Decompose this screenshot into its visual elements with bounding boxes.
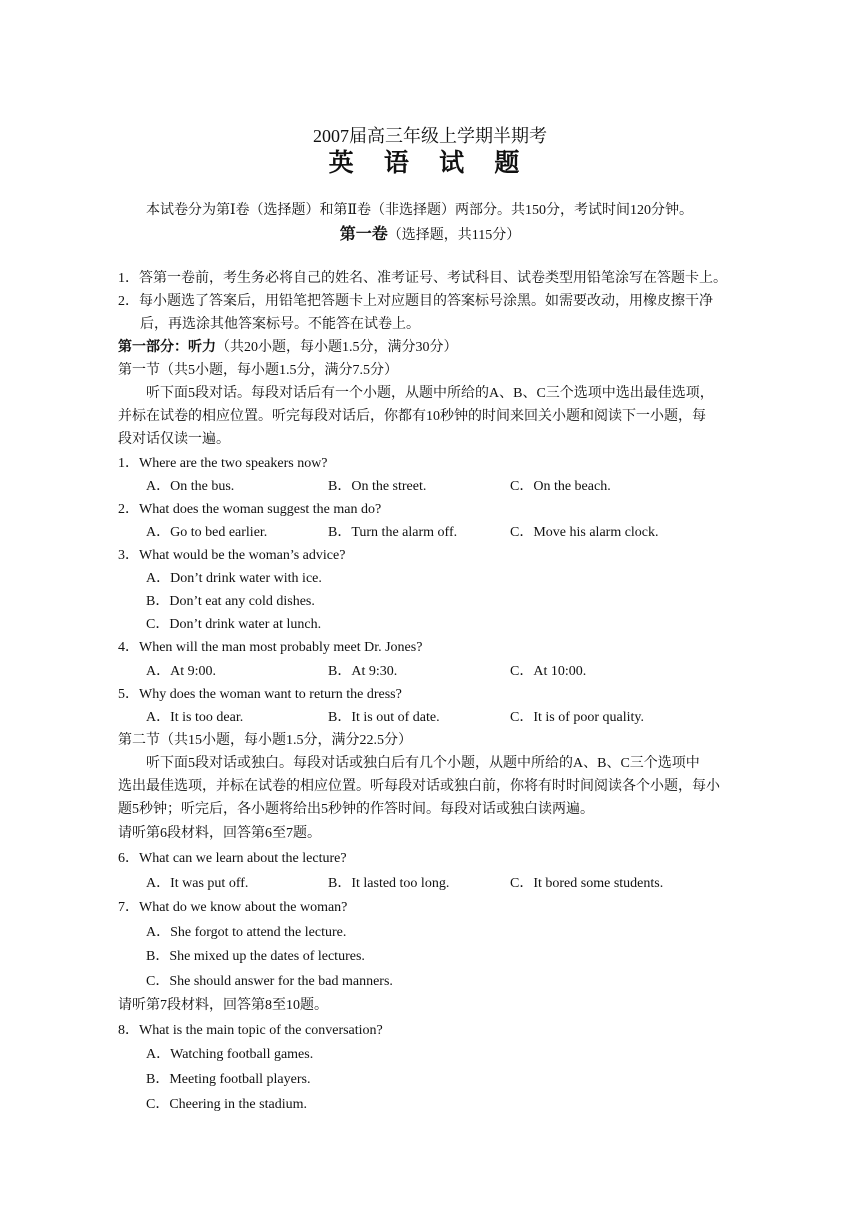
part1-title: 第一部分：听力 [118,340,216,355]
section1-desc-1: 听下面5段对话。每段对话后有一个小题，从题中所给的A、B、C三个选项中选出最佳选项， [146,386,714,401]
option-c: C．Don’t drink water at lunch. [146,617,322,632]
question-stem: 5．Why does the woman want to return the dress? [118,687,402,702]
question-stem: 3．What would be the woman’s advice? [118,548,346,563]
option-b: B．She mixed up the dates of lectures. [146,949,365,964]
section2-title: 第二节（共15小题，每小题1.5分，满分22.5分） [118,733,412,748]
option-c: C．She should answer for the bad manners. [146,974,393,989]
question-stem: 2．What does the woman suggest the man do? [118,502,382,517]
instruction-2-cont: 后，再选涂其他答案标号。不能答在试卷上。 [140,317,420,332]
option-c: C．On the beach. [510,479,611,494]
option-a: A．Don’t drink water with ice. [146,571,322,586]
section1-desc-3: 段对话仅读一遍。 [118,432,230,447]
option-a: A．At 9:00. [146,664,216,679]
exam-intro: 本试卷分为第Ⅰ卷（选择题）和第Ⅱ卷（非选择题）两部分。共150分，考试时间120分钟。 [146,203,694,218]
question-stem: 6．What can we learn about the lecture? [118,851,347,866]
option-a: A．It is too dear. [146,710,244,725]
material-7-note: 请听第7段材料，回答第8至10题。 [118,998,328,1013]
exam-title: 2007届高三年级上学期半期考 [313,126,547,146]
question-stem: 7．What do we know about the woman? [118,900,348,915]
question-stem: 1．Where are the two speakers now? [118,456,328,471]
question-stem: 8．What is the main topic of the conversation? [118,1023,383,1038]
volume-heading [0,226,860,245]
option-b: B．It lasted too long. [328,876,450,891]
section1-title: 第一节（共5小题，每小题1.5分，满分7.5分） [118,363,398,378]
option-b: B．Don’t eat any cold dishes. [146,594,315,609]
option-a: A．She forgot to attend the lecture. [146,925,347,940]
option-b: B．At 9:30. [328,664,398,679]
section2-desc-2: 选出最佳选项，并标在试卷的相应位置。听每段对话或独白前，你将有时时间阅读各个小题，每小 [118,779,720,794]
subject-title: 英 语 试 题 [328,150,532,177]
option-c: C．At 10:00. [510,664,587,679]
option-c: C．Move his alarm clock. [510,525,659,540]
option-a: A．Watching football games. [146,1047,314,1062]
option-c: C．Cheering in the stadium. [146,1097,307,1112]
option-c: C．It is of poor quality. [510,710,645,725]
option-b: B．Meeting football players. [146,1072,311,1087]
instruction-1: 1．答第一卷前，考生务必将自己的姓名、准考证号、考试科目、试卷类型用铅笔涂写在答题卡上。 [118,271,727,286]
option-b: B．On the street. [328,479,427,494]
volume-title: 第一卷 [339,226,388,243]
question-stem: 4．When will the man most probably meet Dr. Jones? [118,640,423,655]
option-b: B．It is out of date. [328,710,440,725]
part1-note: （共20小题，每小题1.5分，满分30分） [216,340,458,355]
section2-desc-3: 题5秒钟；听完后，各小题将给出5秒钟的作答时间。每段对话或独白读两遍。 [118,802,594,817]
option-c: C．It bored some students. [510,876,664,891]
option-a: A．Go to bed earlier. [146,525,268,540]
volume-note: （选择题，共115分） [387,228,521,243]
option-a: A．It was put off. [146,876,249,891]
part1-heading [118,339,458,357]
instruction-2: 2．每小题选了答案后，用铅笔把答题卡上对应题目的答案标号涂黑。如需要改动，用橡皮擦干净 [118,294,713,309]
option-b: B．Turn the alarm off. [328,525,458,540]
option-a: A．On the bus. [146,479,235,494]
section1-desc-2: 并标在试卷的相应位置。听完每段对话后，你都有10秒钟的时间来回关小题和阅读下一小题，每 [118,409,706,424]
section2-desc-1: 听下面5段对话或独白。每段对话或独白后有几个小题，从题中所给的A、B、C三个选项中 [146,756,700,771]
material-6-note: 请听第6段材料，回答第6至7题。 [118,826,321,841]
